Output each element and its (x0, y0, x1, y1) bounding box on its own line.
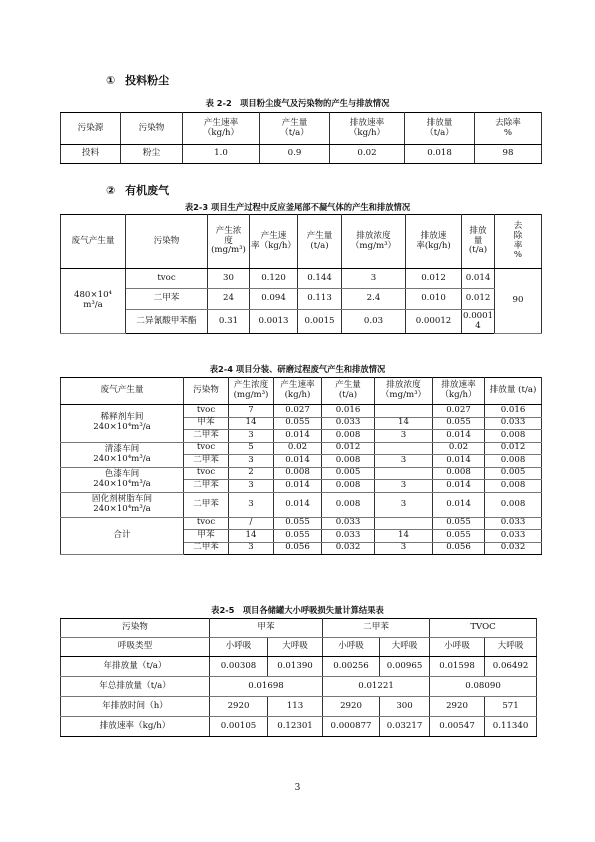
table-cell: 0.144 (298, 269, 342, 289)
table-cell: 0.12301 (268, 717, 323, 737)
table-cell: 0.014 (274, 480, 322, 493)
table-cell: 3 (229, 492, 274, 517)
total-cell: 0.01698 (210, 677, 323, 697)
table-cell: 14 (229, 417, 274, 430)
table-cell: 0.055 (274, 530, 322, 543)
table-cell: 2 (229, 467, 274, 480)
header-cell: 排放量 （t/a） (405, 113, 475, 145)
table-cell: 2920 (430, 697, 485, 717)
table-cell: 3 (375, 455, 433, 468)
table-cell: 3 (375, 430, 433, 443)
table-cell: 0.008 (485, 480, 542, 493)
total-cell: 0.08090 (430, 677, 537, 697)
table-cell: 3 (375, 542, 433, 555)
table-cell: 0.008 (485, 455, 542, 468)
pollutant-header-cell: 二甲苯 (323, 619, 430, 638)
section-有机废气-heading (106, 182, 169, 198)
removal-rate-cell: 90 (495, 269, 542, 334)
breath-type-cell: 小呼吸 (430, 638, 485, 657)
header-cell: 排放浓度 （mg/m³） (375, 378, 433, 405)
table-cell: 3 (229, 542, 274, 555)
table-cell: 0.120 (250, 269, 298, 289)
table-cell: 甲苯 (184, 530, 229, 543)
source-cell: 色漆车间 240×10⁴m³/a (61, 467, 184, 492)
table-row (61, 289, 542, 310)
table-cell: 0.012 (406, 269, 462, 289)
table-cell: tvoc (126, 269, 208, 289)
header-cell: 污染源 (61, 113, 121, 145)
table-cell (375, 467, 433, 480)
table-cell: 0.055 (274, 417, 322, 430)
header-cell: 排放浓度 （mg/m³） (342, 215, 406, 269)
header-cell: 去 除 率 % (495, 215, 542, 269)
source-cell: 合计 (61, 517, 184, 555)
table-cell: 投料 (61, 145, 121, 164)
source-cell: 稀释剂车间 240×10⁴m³/a (61, 405, 184, 443)
table-cell: 二甲苯 (126, 289, 208, 310)
table-cell: 30 (208, 269, 250, 289)
header-cell: 废气产生量 (61, 215, 126, 269)
breath-type-cell: 大呼吸 (485, 638, 537, 657)
header-cell: 产生量 (t/a) (322, 378, 375, 405)
table-row (61, 442, 542, 455)
table-2-2-caption: 表 2-2 项目粉尘废气及污染物的产生与排放情况 (205, 98, 390, 108)
table-cell: 0.113 (298, 289, 342, 310)
table-header-row (61, 638, 537, 657)
row-label-cell: 年总排放量（t/a） (61, 677, 210, 697)
table-row (61, 145, 542, 164)
page-number: 3 (294, 783, 301, 793)
table-cell (375, 517, 433, 530)
table-cell: 0.032 (322, 542, 375, 555)
table-row (61, 657, 537, 677)
table-cell: tvoc (184, 405, 229, 418)
table-cell: 7 (229, 405, 274, 418)
header-cell: 产生量 （t/a） (260, 113, 330, 145)
table-row (61, 269, 542, 289)
table-cell: 0.010 (406, 289, 462, 310)
table-2-3 (60, 214, 542, 334)
table-row (61, 697, 537, 717)
header-cell: 去除率 % (475, 113, 542, 145)
table-cell: 0.9 (260, 145, 330, 164)
table-2-4-caption: 表2-4 项目分装、研磨过程废气产生和排放情况 (209, 364, 386, 374)
table-2-2 (60, 112, 542, 164)
table-cell: 0.008 (322, 480, 375, 493)
table-cell: 粉尘 (121, 145, 183, 164)
table-cell: tvoc (184, 442, 229, 455)
table-cell: 0.014 (462, 269, 495, 289)
table-cell: 113 (268, 697, 323, 717)
gas-volume-cell: 480×10⁴ m³/a (61, 269, 126, 334)
table-cell: 3 (342, 269, 406, 289)
table-cell: 0.03217 (380, 717, 430, 737)
table-cell: 14 (229, 530, 274, 543)
table-cell: 1.0 (183, 145, 260, 164)
table-cell: 0.008 (485, 430, 542, 443)
table-cell: 二甲苯 (184, 542, 229, 555)
table-cell: 0.055 (433, 530, 485, 543)
table-header-row (61, 113, 542, 145)
table-cell (375, 405, 433, 418)
table-cell: 0.056 (433, 542, 485, 555)
table-cell: 0.0015 (298, 310, 342, 334)
header-cell: 排放速率 （kg/h） (330, 113, 405, 145)
table-cell: 二甲苯 (184, 480, 229, 493)
header-cell: 污染物 (126, 215, 208, 269)
table-cell: 0.014 (274, 455, 322, 468)
table-cell: 14 (375, 417, 433, 430)
table-cell: 0.005 (485, 467, 542, 480)
table-cell: 0.027 (274, 405, 322, 418)
row-label-cell: 年排放时间（h） (61, 697, 210, 717)
table-2-3-caption: 表2-3 项目生产过程中反应釜尾部不凝气体的产生和排放情况 (184, 202, 411, 212)
header-cell: 产生浓度 (mg/m³) (229, 378, 274, 405)
table-cell: 2920 (323, 697, 380, 717)
table-row (61, 310, 542, 334)
table-cell: 0.00547 (430, 717, 485, 737)
table-row (61, 492, 542, 517)
table-cell (375, 442, 433, 455)
table-cell: 0.005 (322, 467, 375, 480)
table-cell: 0.008 (322, 492, 375, 517)
breath-type-cell: 小呼吸 (210, 638, 268, 657)
table-cell: 0.055 (433, 517, 485, 530)
total-cell: 0.01221 (323, 677, 430, 697)
table-cell: 5 (229, 442, 274, 455)
table-cell: 0.008 (322, 430, 375, 443)
header-cell: 产生速 率（kg/h） (250, 215, 298, 269)
table-cell: 300 (380, 697, 430, 717)
table-cell: 0.0013 (250, 310, 298, 334)
table-row (61, 467, 542, 480)
table-cell: 0.00308 (210, 657, 268, 677)
table-cell: 0.033 (322, 530, 375, 543)
table-cell: 二甲苯 (184, 492, 229, 517)
table-row (61, 517, 542, 530)
header-cell: 产生速率 (kg/h) (274, 378, 322, 405)
section-marker: ① (106, 74, 116, 87)
table-cell: 0.014 (274, 430, 322, 443)
table-cell: 0.014 (433, 430, 485, 443)
table-cell: 二甲苯 (184, 430, 229, 443)
table-cell: 0.31 (208, 310, 250, 334)
table-cell: 0.008 (433, 467, 485, 480)
table-cell: 0.00256 (323, 657, 380, 677)
table-cell: 0.033 (485, 530, 542, 543)
table-cell: 2920 (210, 697, 268, 717)
header-cell: 排放速率 （kg/h） (433, 378, 485, 405)
table-cell: 0.02 (330, 145, 405, 164)
table-cell: 0.06492 (485, 657, 537, 677)
table-cell: 0.000877 (323, 717, 380, 737)
header-cell: 排放量 (t/a) (485, 378, 542, 405)
table-cell: 0.02 (274, 442, 322, 455)
table-cell: 0.014 (433, 492, 485, 517)
table-cell: 0.033 (322, 417, 375, 430)
table-2-5 (60, 618, 537, 737)
table-cell: 0.03 (342, 310, 406, 334)
table-cell: 0.055 (433, 417, 485, 430)
table-cell: 98 (475, 145, 542, 164)
table-cell: 0.016 (322, 405, 375, 418)
section-marker: ② (106, 184, 116, 197)
table-cell: 0.00105 (210, 717, 268, 737)
table-cell: 0.094 (250, 289, 298, 310)
header-cell: 排放 量 (t/a) (462, 215, 495, 269)
table-cell: 0.055 (274, 517, 322, 530)
header-cell: 污染物 (184, 378, 229, 405)
header-cell: 产生浓 度 (mg/m³) (208, 215, 250, 269)
pollutant-header-cell: 甲苯 (210, 619, 323, 638)
table-cell: 0.012 (322, 442, 375, 455)
table-cell: 0.01598 (430, 657, 485, 677)
table-cell: 0.008 (485, 492, 542, 517)
table-cell: 0.02 (433, 442, 485, 455)
table-cell: 3 (375, 480, 433, 493)
table-cell: 3 (375, 492, 433, 517)
section-title: 有机废气 (125, 184, 170, 197)
breath-type-cell: 大呼吸 (268, 638, 323, 657)
table-cell: 0.014 (433, 480, 485, 493)
table-cell: 0.056 (274, 542, 322, 555)
table-header-row (61, 215, 542, 269)
source-cell: 固化剂树脂车间 240×10⁴m³/a (61, 492, 184, 517)
pollutant-header-cell: TVOC (430, 619, 537, 638)
table-cell: 14 (375, 530, 433, 543)
table-cell: 3 (229, 430, 274, 443)
table-cell: 二异氰酸甲苯酯 (126, 310, 208, 334)
table-cell: 0.033 (322, 517, 375, 530)
section-title: 投料粉尘 (125, 74, 170, 87)
table-header-row (61, 619, 537, 638)
table-header-row (61, 378, 542, 405)
table-cell: 571 (485, 697, 537, 717)
table-row (61, 677, 537, 697)
header-cell: 污染物 (121, 113, 183, 145)
table-row (61, 405, 542, 418)
table-cell: 0.012 (485, 442, 542, 455)
table-cell: tvoc (184, 517, 229, 530)
table-cell: 3 (229, 480, 274, 493)
table-cell: 0.11340 (485, 717, 537, 737)
table-row (61, 717, 537, 737)
section-投料粉尘-heading (106, 72, 169, 88)
header-cell: 废气产生量 (61, 378, 184, 405)
table-cell: / (229, 517, 274, 530)
table-cell: 0.033 (485, 417, 542, 430)
table-cell: tvoc (184, 467, 229, 480)
table-2-5-caption: 表2-5 项目各储罐大小呼吸损失量计算结果表 (211, 605, 384, 615)
table-cell: 0.008 (322, 455, 375, 468)
table-cell: 0.014 (433, 455, 485, 468)
source-cell: 清漆车间 240×10⁴m³/a (61, 442, 184, 467)
table-cell: 24 (208, 289, 250, 310)
table-cell: 0.027 (433, 405, 485, 418)
table-cell: 0.033 (485, 517, 542, 530)
header-cell: 排放速 率(kg/h) (406, 215, 462, 269)
row-label-cell: 排放速率（kg/h） (61, 717, 210, 737)
table-cell: 0.00965 (380, 657, 430, 677)
row-label-cell: 年排放量（t/a） (61, 657, 210, 677)
table-cell: 0.018 (405, 145, 475, 164)
table-cell: 0.008 (274, 467, 322, 480)
table-cell: 甲苯 (184, 417, 229, 430)
table-cell: 0.012 (462, 289, 495, 310)
header-cell: 产生速率 （kg/h） (183, 113, 260, 145)
header-cell: 产生量 (t/a) (298, 215, 342, 269)
table-cell: 0.032 (485, 542, 542, 555)
header-cell: 呼吸类型 (61, 638, 210, 657)
table-cell: 3 (229, 455, 274, 468)
table-cell: 0.01390 (268, 657, 323, 677)
header-cell: 污染物 (61, 619, 210, 638)
table-cell: 0.014 (274, 492, 322, 517)
table-cell: 0.016 (485, 405, 542, 418)
table-2-4 (60, 377, 542, 555)
table-cell: 0.00012 (406, 310, 462, 334)
table-cell: 二甲苯 (184, 455, 229, 468)
table-cell: 2.4 (342, 289, 406, 310)
table-cell: 0.0001 4 (462, 310, 495, 334)
breath-type-cell: 小呼吸 (323, 638, 380, 657)
breath-type-cell: 大呼吸 (380, 638, 430, 657)
